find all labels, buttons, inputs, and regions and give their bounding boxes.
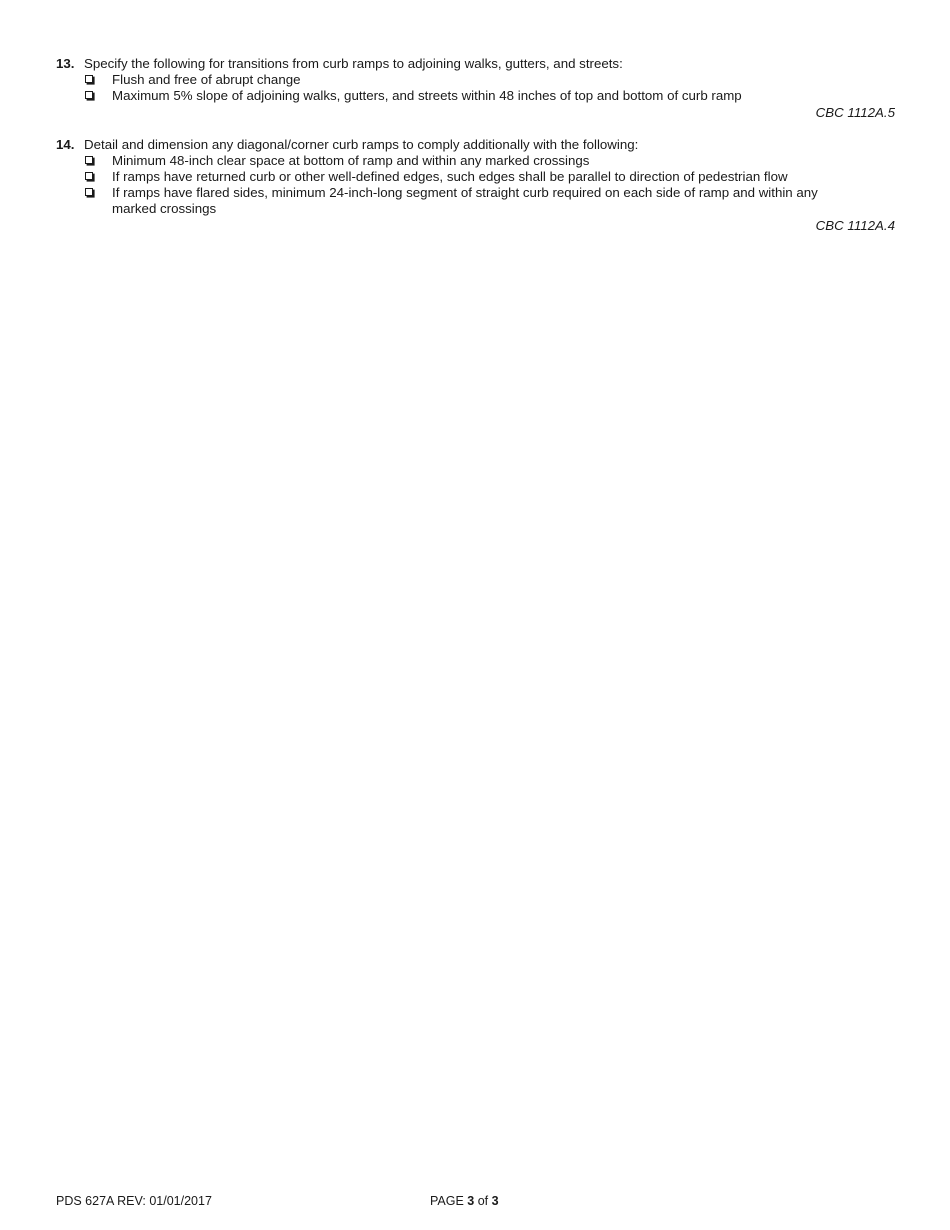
check-text: Flush and free of abrupt change xyxy=(112,72,301,87)
checkbox-icon[interactable] xyxy=(85,156,93,164)
item-number: 14. xyxy=(56,137,75,152)
checkbox-icon[interactable] xyxy=(85,91,93,99)
check-row xyxy=(56,169,896,185)
checklist-item-14 xyxy=(56,137,896,234)
check-row xyxy=(56,185,896,217)
check-text: If ramps have flared sides, minimum 24-inch-long segment of straight curb required on each side of ramp and within any marked crossings xyxy=(112,185,818,216)
item-heading-text: Detail and dimension any diagonal/corner curb ramps to comply additionally with the following: xyxy=(84,137,639,152)
page-footer xyxy=(56,1193,896,1209)
page-prefix: PAGE xyxy=(430,1194,464,1208)
item-heading-row xyxy=(56,56,896,72)
check-list xyxy=(56,72,896,104)
check-row xyxy=(56,88,896,104)
checklist-item-13 xyxy=(56,56,896,121)
checkbox-icon[interactable] xyxy=(85,172,93,180)
checkbox-icon[interactable] xyxy=(85,75,93,83)
check-text: Minimum 48-inch clear space at bottom of ramp and within any marked crossings xyxy=(112,153,590,168)
check-row xyxy=(56,153,896,169)
check-list xyxy=(56,153,896,217)
page-of: of xyxy=(477,1194,489,1208)
check-text: Maximum 5% slope of adjoining walks, gutters, and streets within 48 inches of top and bottom of curb ramp xyxy=(112,88,742,103)
check-row xyxy=(56,72,896,88)
form-id: PDS 627A REV: 01/01/2017 xyxy=(56,1194,212,1208)
item-heading-text: Specify the following for transitions from curb ramps to adjoining walks, gutters, and streets: xyxy=(84,56,623,71)
code-reference: CBC 1112A.4 xyxy=(815,218,895,233)
page-number xyxy=(430,1193,499,1209)
checkbox-icon[interactable] xyxy=(85,188,93,196)
page-total: 3 xyxy=(491,1194,499,1208)
code-reference: CBC 1112A.5 xyxy=(815,105,895,120)
page-current: 3 xyxy=(467,1194,475,1208)
item-heading-row xyxy=(56,137,896,153)
check-text: If ramps have returned curb or other well-defined edges, such edges shall be parallel to direction of pedestrian flow xyxy=(112,169,788,184)
item-number: 13. xyxy=(56,56,75,71)
